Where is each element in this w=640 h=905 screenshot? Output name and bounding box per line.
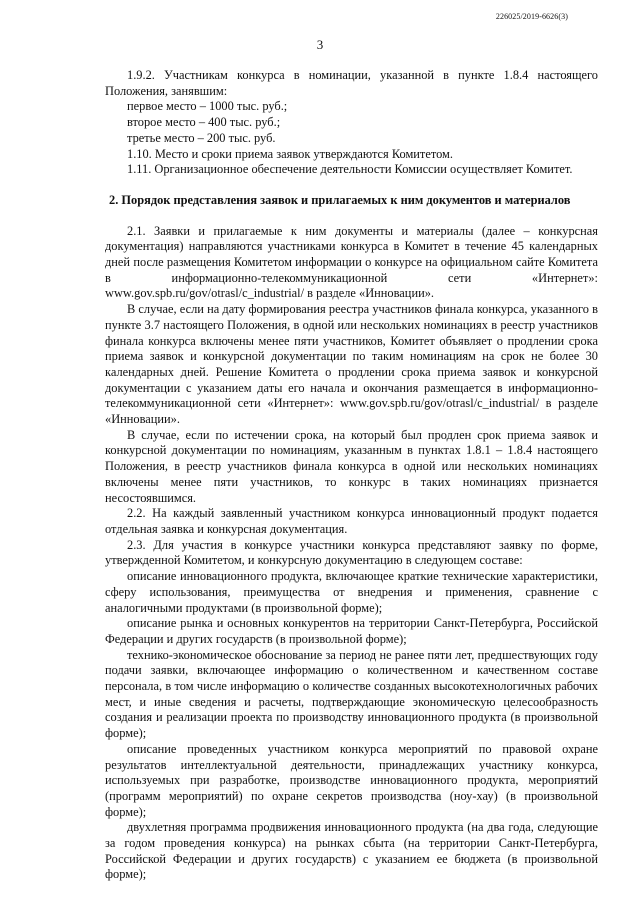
paragraph-1-10: 1.10. Место и сроки приема заявок утверждаются Комитетом. [127, 146, 453, 161]
list-item-feasibility-study: технико-экономическое обоснование за период не ранее пяти лет, предшествующих году подачи заявки, включающее информацию о количественном и качественном составе персонала, в том числе информацию о количестве созданных высокотехнологичных рабочих мест, и иные сведения и расчеты, подтверждающие экономическую целесообразность создания и реализации проекта по производству инновационного продукта (в произвольной форме); [105, 647, 598, 741]
prize-third-place: третье место – 200 тыс. руб. [127, 130, 276, 145]
paragraph-not-held: В случае, если по истечении срока, на который был продлен срок приема заявок и конкурсной документации по номинациям, указанным в пунктах 1.8.1 – 1.8.4 настоящего Положения, в реестр участников финала конкурса в одной или нескольких номинациях включены менее пяти участников, то конкурс в таких номинациях признается несостоявшимся. [105, 427, 598, 505]
paragraph-1-11: 1.11. Организационное обеспечение деятельности Комиссии осуществляет Комитет. [127, 162, 573, 177]
paragraph-extension: В случае, если на дату формирования реестра участников финала конкурса, указанного в пункте 3.7 настоящего Положения, в одной или нескольких номинациях в реестр участников финала конкурса включены менее пяти участников, Комитет объявляет о продлении срока приема заявок и конкурсной документации по таким номинациям на срок не более 30 календарных дней. Решение Комитета о продлении срока приема заявок и конкурсной документации с указанием даты его начала и окончания размещается в информационно-телекоммуникационной сети «Интернет»: www.gov.spb.ru/gov/otrasl/c_industrial/ в разделе «Инновации». [105, 302, 598, 427]
section-heading: 2. Порядок представления заявок и прилагаемых к ним документов и материалов [109, 192, 571, 207]
document-body [105, 68, 598, 883]
page-number: 3 [316, 37, 324, 52]
list-item-product-description: описание инновационного продукта, включающее краткие технические характеристики, сферу использования, преимущества от внедрения и применения, сравнение с аналогичными продуктами (в произвольной форме); [105, 569, 598, 615]
paragraph-2-2: 2.2. На каждый заявленный участником конкурса инновационный продукт подается отдельная заявка и конкурсная документация. [105, 506, 598, 536]
list-item-ip-protection: описание проведенных участником конкурса мероприятий по правовой охране результатов интеллектуальной деятельности, принадлежащих участнику конкурса, используемых при разработке, производстве инновационного продукта, мероприятий (программ мероприятий) по охране секретов производства (ноу-хау) (в произвольной форме); [105, 741, 598, 819]
list-item-promotion-program: двухлетняя программа продвижения инновационного продукта (на два года, следующие за годом проведения конкурса) на рынках сбыта (на территории Санкт-Петербурга, Российской Федерации и других государств) с указанием ее бюджета (в произвольной форме); [105, 820, 598, 882]
prize-first-place: первое место – 1000 тыс. руб.; [127, 99, 288, 114]
document-id: 226025/2019-6626(3) [495, 12, 568, 21]
paragraph-2-1: 2.1. Заявки и прилагаемые к ним документы и материалы (далее – конкурсная документация) направляются участниками конкурса в Комитет в течение 45 календарных дней после размещения Комитетом информации о конкурсе на официальном сайте Комитета в информационно-телекоммуникационной сети «Интернет»: www.gov.spb.ru/gov/otrasl/c_industrial/ в разделе «Инновации». [105, 223, 598, 301]
prize-second-place: второе место – 400 тыс. руб.; [127, 115, 281, 130]
list-item-market-description: описание рынка и основных конкурентов на территории Санкт-Петербурга, Российской Федерации и других государств (в произвольной форме); [105, 616, 598, 646]
paragraph-1-9-2: 1.9.2. Участникам конкурса в номинации, указанной в пункте 1.8.4 настоящего Положения, занявшим: [105, 68, 598, 98]
paragraph-2-3: 2.3. Для участия в конкурсе участники конкурса представляют заявку по форме, утвержденной Комитетом, и конкурсную документацию в следующем составе: [105, 537, 598, 568]
